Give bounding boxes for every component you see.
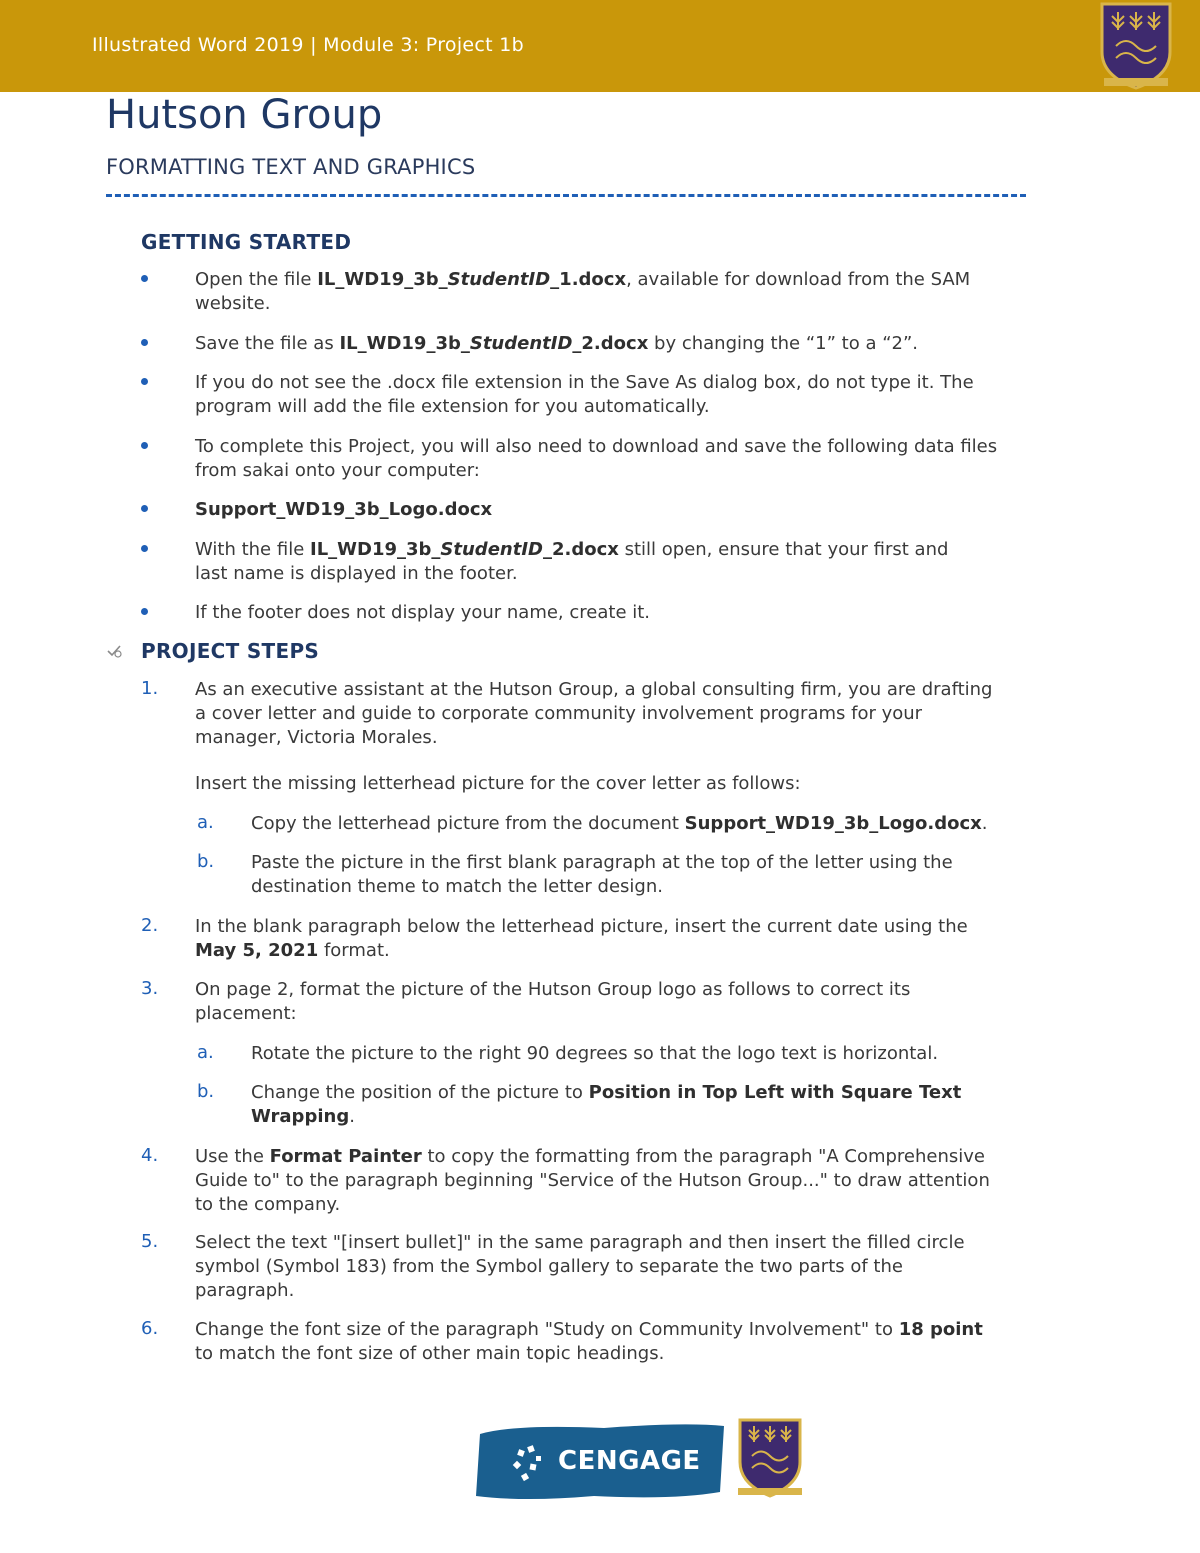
substep-text: Rotate the picture to the right 90 degrees so that the logo text is horizontal. bbox=[251, 1043, 939, 1064]
substep-letter: a. bbox=[197, 1042, 214, 1063]
step-text: Use the Format Painter to copy the formatting from the paragraph "A Comprehensive Guide to" to the paragraph beginning "Service of the Hutson Group..." to draw attention to the company. bbox=[195, 1146, 990, 1215]
list-item: With the file IL_WD19_3b_StudentID_2.docx still open, ensure that your first and last name is displayed in the footer. bbox=[195, 539, 949, 584]
step-text: Select the text "[insert bullet]" in the same paragraph and then insert the filled circle symbol (Symbol 183) from the Symbol gallery to separate the two parts of the paragraph. bbox=[195, 1232, 965, 1301]
university-crest-logo bbox=[734, 1418, 806, 1500]
step-number: 4. bbox=[141, 1145, 159, 1166]
substep-text: Copy the letterhead picture from the document Support_WD19_3b_Logo.docx. bbox=[251, 813, 988, 834]
getting-started-heading: GETTING STARTED bbox=[141, 230, 352, 254]
substep-text: Change the position of the picture to Position in Top Left with Square Text Wrapping. bbox=[251, 1082, 962, 1127]
header-banner bbox=[0, 0, 1200, 92]
list-item: Save the file as IL_WD19_3b_StudentID_2.docx by changing the “1” to a “2”. bbox=[195, 333, 919, 354]
list-item: Open the file IL_WD19_3b_StudentID_1.docx, available for download from the SAM website. bbox=[195, 269, 971, 314]
list-item: To complete this Project, you will also need to download and save the following data files from sakai onto your computer: bbox=[195, 436, 998, 481]
step-text: On page 2, format the picture of the Hutson Group logo as follows to correct its placement: bbox=[195, 979, 911, 1024]
step-number: 1. bbox=[141, 678, 159, 699]
bullet-icon bbox=[141, 275, 151, 285]
project-steps-heading: PROJECT STEPS bbox=[141, 639, 320, 663]
step-text: In the blank paragraph below the letterhead picture, insert the current date using the May 5, 2021 format. bbox=[195, 916, 968, 961]
list-item: If you do not see the .docx file extension in the Save As dialog box, do not type it. The program will add the file extension for you automatically. bbox=[195, 372, 974, 417]
bullet-icon bbox=[141, 545, 151, 555]
document-subtitle: FORMATTING TEXT AND GRAPHICS bbox=[106, 155, 476, 179]
substep-text: Paste the picture in the first blank paragraph at the top of the letter using the destination theme to match the letter design. bbox=[251, 852, 953, 897]
divider-rule bbox=[106, 194, 1026, 197]
bullet-icon bbox=[141, 442, 151, 452]
bullet-icon bbox=[141, 339, 151, 349]
list-item: If the footer does not display your name, create it. bbox=[195, 602, 651, 623]
cengage-brand-text: CENGAGE bbox=[558, 1446, 701, 1476]
substep-letter: b. bbox=[197, 851, 215, 872]
step-text: As an executive assistant at the Hutson Group, a global consulting firm, you are drafting a cover letter and guide to corporate community involvement programs for your manager, Victoria Morales. bbox=[195, 679, 993, 748]
university-crest-logo bbox=[1096, 2, 1176, 92]
substep-letter: b. bbox=[197, 1081, 215, 1102]
step-number: 5. bbox=[141, 1231, 159, 1252]
bullet-icon bbox=[141, 608, 151, 618]
step-text: Insert the missing letterhead picture for the cover letter as follows: bbox=[195, 773, 801, 794]
step-number: 6. bbox=[141, 1318, 159, 1339]
list-item: Support_WD19_3b_Logo.docx bbox=[195, 499, 493, 520]
document-title: Hutson Group bbox=[106, 92, 383, 138]
step-number: 3. bbox=[141, 978, 159, 999]
bullet-icon bbox=[141, 378, 151, 388]
steps-icon bbox=[106, 643, 124, 659]
banner-title: Illustrated Word 2019 | Module 3: Project 1b bbox=[92, 34, 525, 56]
step-number: 2. bbox=[141, 915, 159, 936]
bullet-icon bbox=[141, 505, 151, 515]
substep-letter: a. bbox=[197, 812, 214, 833]
step-text: Change the font size of the paragraph "Study on Community Involvement" to 18 point to match the font size of other main topic headings. bbox=[195, 1319, 983, 1364]
